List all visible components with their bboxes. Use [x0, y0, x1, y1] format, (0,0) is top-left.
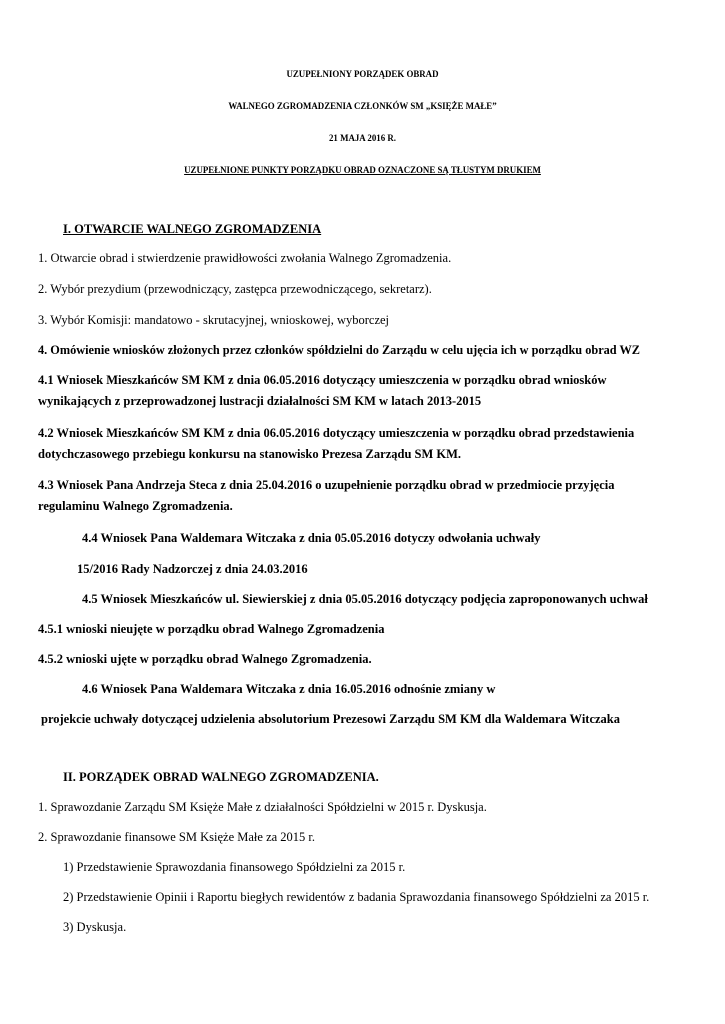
title-line-2: WALNEGO ZGROMADZENIA CZŁONKÓW SM „KSIĘŻE MAŁE” — [228, 101, 497, 111]
order-item-2: 2. Sprawozdanie finansowe SM Księże Małe za 2015 r. — [38, 830, 316, 844]
agenda-item-4-1: 4.1 Wniosek Mieszkańców SM KM z dnia 06.05.2016 dotyczący umieszczenia w porządku obrad wniosków — [38, 373, 607, 387]
agenda-item-4-5-2: 4.5.2 wnioski ujęte w porządku obrad Walnego Zgromadzenia. — [38, 652, 372, 666]
agenda-item-2: 2. Wybór prezydium (przewodniczący, zastępca przewodniczącego, sekretarz). — [38, 282, 432, 296]
agenda-item-4-5-1: 4.5.1 wnioski nieujęte w porządku obrad Walnego Zgromadzenia — [38, 622, 385, 636]
order-item-1: 1. Sprawozdanie Zarządu SM Księże Małe z działalności Spółdzielni w 2015 r. Dyskusja. — [38, 800, 487, 814]
agenda-item-4-3-cont: regulaminu Walnego Zgromadzenia. — [38, 499, 233, 513]
title-line-1: UZUPEŁNIONY PORZĄDEK OBRAD — [286, 69, 439, 79]
agenda-item-4-3: 4.3 Wniosek Pana Andrzeja Steca z dnia 25.04.2016 o uzupełnienie porządku obrad w przedmiocie przyjęcia — [38, 478, 615, 492]
subtitle: UZUPEŁNIONE PUNKTY PORZĄDKU OBRAD OZNACZONE SĄ TŁUSTYM DRUKIEM — [184, 165, 541, 175]
agenda-item-4-2: 4.2 Wniosek Mieszkańców SM KM z dnia 06.05.2016 dotyczący umieszczenia w porządku obrad przedstawienia — [38, 426, 635, 440]
section-1-heading: I. OTWARCIE WALNEGO ZGROMADZENIA — [63, 222, 322, 236]
agenda-item-4: 4. Omówienie wniosków złożonych przez członków spółdzielni do Zarządu w celu ujęcia ich w porządku obrad WZ — [38, 343, 640, 357]
agenda-item-4-4: 4.4 Wniosek Pana Waldemara Witczaka z dnia 05.05.2016 dotyczy odwołania uchwały — [82, 531, 541, 545]
agenda-item-3: 3. Wybór Komisji: mandatowo - skrutacyjnej, wnioskowej, wyborczej — [38, 313, 390, 327]
agenda-item-4-5: 4.5 Wniosek Mieszkańców ul. Siewierskiej z dnia 05.05.2016 dotyczący podjęcia zaproponowanych uchwał — [82, 592, 648, 606]
section-2-heading: II. PORZĄDEK OBRAD WALNEGO ZGROMADZENIA. — [63, 770, 379, 784]
agenda-item-4-6-cont: projekcie uchwały dotyczącej udzielenia absolutorium Prezesowi Zarządu SM KM dla Waldemara Witczaka — [41, 712, 621, 726]
order-subitem-1: 1) Przedstawienie Sprawozdania finansowego Spółdzielni za 2015 r. — [63, 860, 406, 874]
agenda-item-4-4-cont: 15/2016 Rady Nadzorczej z dnia 24.03.2016 — [77, 562, 308, 576]
order-subitem-3: 3) Dyskusja. — [63, 920, 127, 934]
agenda-item-4-1-cont: wynikających z przeprowadzonej lustracji działalności SM KM w latach 2013-2015 — [38, 394, 482, 408]
agenda-item-1: 1. Otwarcie obrad i stwierdzenie prawidłowości zwołania Walnego Zgromadzenia. — [38, 251, 452, 265]
agenda-item-4-6: 4.6 Wniosek Pana Waldemara Witczaka z dnia 16.05.2016 odnośnie zmiany w — [82, 682, 496, 696]
order-subitem-2: 2) Przedstawienie Opinii i Raportu biegłych rewidentów z badania Sprawozdania finansowego Spółdzielni za 2015 r. — [63, 890, 650, 904]
agenda-item-4-2-cont: dotychczasowego przebiegu konkursu na stanowisko Prezesa Zarządu SM KM. — [38, 447, 462, 461]
date-line: 21 MAJA 2016 R. — [328, 133, 397, 143]
